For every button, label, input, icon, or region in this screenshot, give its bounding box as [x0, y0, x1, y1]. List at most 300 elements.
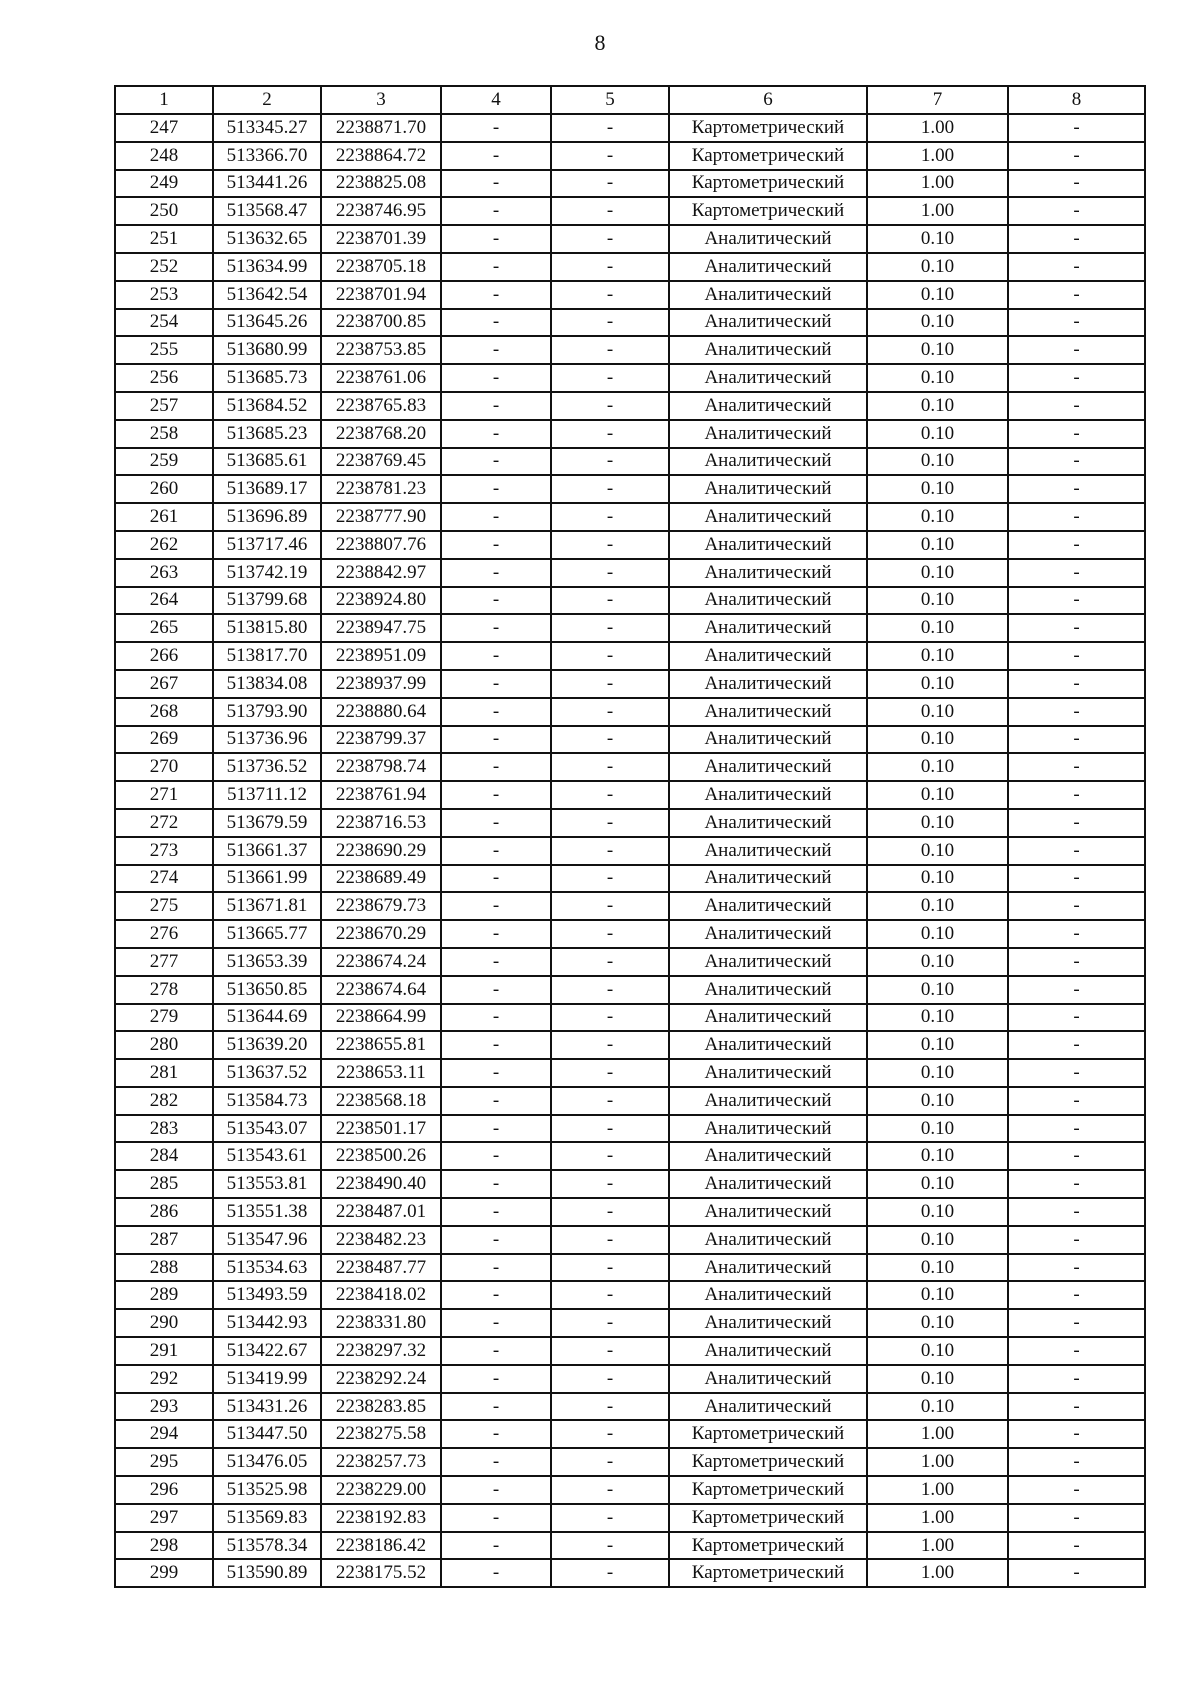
point-number-cell: 264: [115, 587, 213, 615]
x-coordinate-cell: 513661.99: [213, 865, 321, 893]
accuracy-cell: 1.00: [867, 197, 1008, 225]
col-8-value-cell: -: [1008, 448, 1145, 476]
col-8-value-cell: -: [1008, 225, 1145, 253]
point-number-cell: 283: [115, 1115, 213, 1143]
table-row: [115, 1559, 1145, 1587]
point-number-cell: 249: [115, 170, 213, 198]
col-8-value-cell: -: [1008, 976, 1145, 1004]
method-cell: Картометрический: [669, 1448, 867, 1476]
y-coordinate-cell: 2238705.18: [321, 253, 441, 281]
col-4-value-cell: -: [441, 253, 551, 281]
y-coordinate-cell: 2238670.29: [321, 920, 441, 948]
method-cell: Картометрический: [669, 142, 867, 170]
col-8-value-cell: -: [1008, 1476, 1145, 1504]
col-5-value-cell: -: [551, 948, 669, 976]
y-coordinate-cell: 2238768.20: [321, 420, 441, 448]
x-coordinate-cell: 513431.26: [213, 1393, 321, 1421]
col-8-value-cell: -: [1008, 920, 1145, 948]
accuracy-cell: 0.10: [867, 1393, 1008, 1421]
col-8-value-cell: -: [1008, 781, 1145, 809]
accuracy-cell: 0.10: [867, 642, 1008, 670]
table-row: [115, 1532, 1145, 1560]
point-number-cell: 293: [115, 1393, 213, 1421]
col-8-value-cell: -: [1008, 281, 1145, 309]
table-row: [115, 114, 1145, 142]
col-4-value-cell: -: [441, 392, 551, 420]
col-4-value-cell: -: [441, 225, 551, 253]
col-8-value-cell: -: [1008, 114, 1145, 142]
accuracy-cell: 0.10: [867, 1031, 1008, 1059]
y-coordinate-cell: 2238257.73: [321, 1448, 441, 1476]
point-number-cell: 275: [115, 892, 213, 920]
point-number-cell: 260: [115, 475, 213, 503]
point-number-cell: 282: [115, 1087, 213, 1115]
point-number-cell: 287: [115, 1226, 213, 1254]
method-cell: Аналитический: [669, 587, 867, 615]
point-number-cell: 279: [115, 1004, 213, 1032]
table-row: [115, 1059, 1145, 1087]
table-row: [115, 1198, 1145, 1226]
col-4-value-cell: -: [441, 614, 551, 642]
method-cell: Картометрический: [669, 1559, 867, 1587]
x-coordinate-cell: 513632.65: [213, 225, 321, 253]
x-coordinate-cell: 513834.08: [213, 670, 321, 698]
col-4-value-cell: -: [441, 1448, 551, 1476]
method-cell: Аналитический: [669, 809, 867, 837]
table-row: [115, 1448, 1145, 1476]
x-coordinate-cell: 513665.77: [213, 920, 321, 948]
x-coordinate-cell: 513568.47: [213, 197, 321, 225]
col-8-value-cell: -: [1008, 892, 1145, 920]
point-number-cell: 274: [115, 865, 213, 893]
column-header: 7: [867, 86, 1008, 114]
col-8-value-cell: -: [1008, 1393, 1145, 1421]
accuracy-cell: 0.10: [867, 503, 1008, 531]
col-8-value-cell: -: [1008, 253, 1145, 281]
accuracy-cell: 0.10: [867, 809, 1008, 837]
col-5-value-cell: -: [551, 1476, 669, 1504]
col-8-value-cell: -: [1008, 837, 1145, 865]
point-number-cell: 285: [115, 1170, 213, 1198]
col-8-value-cell: -: [1008, 475, 1145, 503]
point-number-cell: 254: [115, 309, 213, 337]
col-8-value-cell: -: [1008, 1059, 1145, 1087]
accuracy-cell: 0.10: [867, 1142, 1008, 1170]
col-5-value-cell: -: [551, 364, 669, 392]
y-coordinate-cell: 2238292.24: [321, 1365, 441, 1393]
method-cell: Аналитический: [669, 1142, 867, 1170]
col-4-value-cell: -: [441, 336, 551, 364]
x-coordinate-cell: 513447.50: [213, 1420, 321, 1448]
col-4-value-cell: -: [441, 142, 551, 170]
col-5-value-cell: -: [551, 670, 669, 698]
accuracy-cell: 0.10: [867, 1309, 1008, 1337]
x-coordinate-cell: 513696.89: [213, 503, 321, 531]
method-cell: Аналитический: [669, 281, 867, 309]
col-4-value-cell: -: [441, 1420, 551, 1448]
col-8-value-cell: -: [1008, 531, 1145, 559]
accuracy-cell: 0.10: [867, 392, 1008, 420]
accuracy-cell: 1.00: [867, 1420, 1008, 1448]
table-row: [115, 281, 1145, 309]
method-cell: Картометрический: [669, 1532, 867, 1560]
table-row: [115, 392, 1145, 420]
method-cell: Аналитический: [669, 225, 867, 253]
table-row: [115, 892, 1145, 920]
col-4-value-cell: -: [441, 753, 551, 781]
point-number-cell: 277: [115, 948, 213, 976]
y-coordinate-cell: 2238753.85: [321, 336, 441, 364]
col-4-value-cell: -: [441, 364, 551, 392]
table-row: [115, 1337, 1145, 1365]
accuracy-cell: 0.10: [867, 253, 1008, 281]
col-8-value-cell: -: [1008, 1281, 1145, 1309]
x-coordinate-cell: 513689.17: [213, 475, 321, 503]
y-coordinate-cell: 2238746.95: [321, 197, 441, 225]
point-number-cell: 288: [115, 1254, 213, 1282]
x-coordinate-cell: 513590.89: [213, 1559, 321, 1587]
y-coordinate-cell: 2238418.02: [321, 1281, 441, 1309]
x-coordinate-cell: 513711.12: [213, 781, 321, 809]
x-coordinate-cell: 513553.81: [213, 1170, 321, 1198]
x-coordinate-cell: 513476.05: [213, 1448, 321, 1476]
point-number-cell: 297: [115, 1504, 213, 1532]
method-cell: Аналитический: [669, 1281, 867, 1309]
col-5-value-cell: -: [551, 642, 669, 670]
accuracy-cell: 0.10: [867, 865, 1008, 893]
table-row: [115, 1226, 1145, 1254]
point-number-cell: 256: [115, 364, 213, 392]
table-row: [115, 531, 1145, 559]
x-coordinate-cell: 513637.52: [213, 1059, 321, 1087]
method-cell: Аналитический: [669, 392, 867, 420]
x-coordinate-cell: 513442.93: [213, 1309, 321, 1337]
y-coordinate-cell: 2238679.73: [321, 892, 441, 920]
accuracy-cell: 0.10: [867, 1170, 1008, 1198]
x-coordinate-cell: 513441.26: [213, 170, 321, 198]
y-coordinate-cell: 2238690.29: [321, 837, 441, 865]
point-number-cell: 252: [115, 253, 213, 281]
col-5-value-cell: -: [551, 392, 669, 420]
column-header: 4: [441, 86, 551, 114]
col-4-value-cell: -: [441, 281, 551, 309]
col-5-value-cell: -: [551, 865, 669, 893]
point-number-cell: 270: [115, 753, 213, 781]
table-row: [115, 1170, 1145, 1198]
method-cell: Аналитический: [669, 336, 867, 364]
table-row: [115, 170, 1145, 198]
y-coordinate-cell: 2238937.99: [321, 670, 441, 698]
col-5-value-cell: -: [551, 1420, 669, 1448]
y-coordinate-cell: 2238487.77: [321, 1254, 441, 1282]
col-8-value-cell: -: [1008, 642, 1145, 670]
table-row: [115, 837, 1145, 865]
col-4-value-cell: -: [441, 1087, 551, 1115]
method-cell: Аналитический: [669, 837, 867, 865]
table-row: [115, 587, 1145, 615]
x-coordinate-cell: 513680.99: [213, 336, 321, 364]
accuracy-cell: 0.10: [867, 281, 1008, 309]
point-number-cell: 250: [115, 197, 213, 225]
accuracy-cell: 0.10: [867, 309, 1008, 337]
col-5-value-cell: -: [551, 475, 669, 503]
col-5-value-cell: -: [551, 1254, 669, 1282]
point-number-cell: 269: [115, 726, 213, 754]
col-5-value-cell: -: [551, 587, 669, 615]
method-cell: Аналитический: [669, 753, 867, 781]
table-row: [115, 1504, 1145, 1532]
accuracy-cell: 0.10: [867, 1281, 1008, 1309]
x-coordinate-cell: 513793.90: [213, 698, 321, 726]
point-number-cell: 280: [115, 1031, 213, 1059]
accuracy-cell: 0.10: [867, 1337, 1008, 1365]
col-8-value-cell: -: [1008, 1087, 1145, 1115]
col-4-value-cell: -: [441, 809, 551, 837]
table-row: [115, 753, 1145, 781]
col-5-value-cell: -: [551, 1087, 669, 1115]
point-number-cell: 258: [115, 420, 213, 448]
column-header: 3: [321, 86, 441, 114]
x-coordinate-cell: 513799.68: [213, 587, 321, 615]
col-4-value-cell: -: [441, 781, 551, 809]
table-row: [115, 1420, 1145, 1448]
x-coordinate-cell: 513717.46: [213, 531, 321, 559]
col-4-value-cell: -: [441, 1254, 551, 1282]
x-coordinate-cell: 513684.52: [213, 392, 321, 420]
col-5-value-cell: -: [551, 559, 669, 587]
x-coordinate-cell: 513736.52: [213, 753, 321, 781]
col-5-value-cell: -: [551, 920, 669, 948]
method-cell: Картометрический: [669, 1476, 867, 1504]
accuracy-cell: 0.10: [867, 892, 1008, 920]
table-row: [115, 1309, 1145, 1337]
method-cell: Картометрический: [669, 1504, 867, 1532]
col-4-value-cell: -: [441, 1504, 551, 1532]
col-4-value-cell: -: [441, 698, 551, 726]
x-coordinate-cell: 513634.99: [213, 253, 321, 281]
method-cell: Аналитический: [669, 781, 867, 809]
method-cell: Аналитический: [669, 1337, 867, 1365]
y-coordinate-cell: 2238655.81: [321, 1031, 441, 1059]
y-coordinate-cell: 2238716.53: [321, 809, 441, 837]
col-5-value-cell: -: [551, 1115, 669, 1143]
y-coordinate-cell: 2238297.32: [321, 1337, 441, 1365]
table-row: [115, 1142, 1145, 1170]
col-4-value-cell: -: [441, 976, 551, 1004]
x-coordinate-cell: 513419.99: [213, 1365, 321, 1393]
col-8-value-cell: -: [1008, 587, 1145, 615]
y-coordinate-cell: 2238689.49: [321, 865, 441, 893]
y-coordinate-cell: 2238761.06: [321, 364, 441, 392]
col-5-value-cell: -: [551, 170, 669, 198]
table-row: [115, 976, 1145, 1004]
col-5-value-cell: -: [551, 197, 669, 225]
point-number-cell: 261: [115, 503, 213, 531]
col-8-value-cell: -: [1008, 865, 1145, 893]
col-5-value-cell: -: [551, 1142, 669, 1170]
accuracy-cell: 0.10: [867, 420, 1008, 448]
x-coordinate-cell: 513345.27: [213, 114, 321, 142]
method-cell: Аналитический: [669, 1004, 867, 1032]
y-coordinate-cell: 2238924.80: [321, 587, 441, 615]
method-cell: Аналитический: [669, 253, 867, 281]
table-row: [115, 670, 1145, 698]
col-5-value-cell: -: [551, 892, 669, 920]
point-number-cell: 251: [115, 225, 213, 253]
table-row: [115, 920, 1145, 948]
page-number: 8: [594, 30, 606, 55]
col-5-value-cell: -: [551, 809, 669, 837]
col-4-value-cell: -: [441, 1170, 551, 1198]
y-coordinate-cell: 2238674.24: [321, 948, 441, 976]
col-4-value-cell: -: [441, 503, 551, 531]
accuracy-cell: 0.10: [867, 1087, 1008, 1115]
col-5-value-cell: -: [551, 1337, 669, 1365]
x-coordinate-cell: 513551.38: [213, 1198, 321, 1226]
accuracy-cell: 0.10: [867, 670, 1008, 698]
coordinates-table: [114, 85, 1146, 1588]
col-4-value-cell: -: [441, 1365, 551, 1393]
x-coordinate-cell: 513493.59: [213, 1281, 321, 1309]
col-8-value-cell: -: [1008, 1031, 1145, 1059]
y-coordinate-cell: 2238653.11: [321, 1059, 441, 1087]
method-cell: Аналитический: [669, 364, 867, 392]
col-4-value-cell: -: [441, 1198, 551, 1226]
accuracy-cell: 0.10: [867, 614, 1008, 642]
col-5-value-cell: -: [551, 837, 669, 865]
table-row: [115, 253, 1145, 281]
point-number-cell: 292: [115, 1365, 213, 1393]
accuracy-cell: 0.10: [867, 336, 1008, 364]
point-number-cell: 255: [115, 336, 213, 364]
col-5-value-cell: -: [551, 309, 669, 337]
point-number-cell: 273: [115, 837, 213, 865]
x-coordinate-cell: 513366.70: [213, 142, 321, 170]
x-coordinate-cell: 513543.07: [213, 1115, 321, 1143]
table-row: [115, 1254, 1145, 1282]
col-5-value-cell: -: [551, 1281, 669, 1309]
accuracy-cell: 0.10: [867, 976, 1008, 1004]
y-coordinate-cell: 2238781.23: [321, 475, 441, 503]
col-8-value-cell: -: [1008, 392, 1145, 420]
accuracy-cell: 1.00: [867, 1504, 1008, 1532]
col-5-value-cell: -: [551, 1226, 669, 1254]
point-number-cell: 298: [115, 1532, 213, 1560]
x-coordinate-cell: 513639.20: [213, 1031, 321, 1059]
y-coordinate-cell: 2238501.17: [321, 1115, 441, 1143]
x-coordinate-cell: 513685.23: [213, 420, 321, 448]
point-number-cell: 295: [115, 1448, 213, 1476]
col-8-value-cell: -: [1008, 1170, 1145, 1198]
point-number-cell: 266: [115, 642, 213, 670]
accuracy-cell: 0.10: [867, 1004, 1008, 1032]
col-4-value-cell: -: [441, 448, 551, 476]
y-coordinate-cell: 2238490.40: [321, 1170, 441, 1198]
y-coordinate-cell: 2238947.75: [321, 614, 441, 642]
point-number-cell: 281: [115, 1059, 213, 1087]
y-coordinate-cell: 2238175.52: [321, 1559, 441, 1587]
y-coordinate-cell: 2238701.94: [321, 281, 441, 309]
x-coordinate-cell: 513661.37: [213, 837, 321, 865]
col-8-value-cell: -: [1008, 614, 1145, 642]
table-row: [115, 642, 1145, 670]
col-8-value-cell: -: [1008, 1365, 1145, 1393]
accuracy-cell: 0.10: [867, 837, 1008, 865]
col-8-value-cell: -: [1008, 309, 1145, 337]
col-8-value-cell: -: [1008, 1142, 1145, 1170]
method-cell: Аналитический: [669, 642, 867, 670]
col-5-value-cell: -: [551, 1170, 669, 1198]
table-row: [115, 448, 1145, 476]
col-5-value-cell: -: [551, 503, 669, 531]
col-4-value-cell: -: [441, 420, 551, 448]
method-cell: Картометрический: [669, 197, 867, 225]
accuracy-cell: 1.00: [867, 170, 1008, 198]
point-number-cell: 294: [115, 1420, 213, 1448]
col-8-value-cell: -: [1008, 1337, 1145, 1365]
y-coordinate-cell: 2238871.70: [321, 114, 441, 142]
accuracy-cell: 0.10: [867, 1226, 1008, 1254]
col-4-value-cell: -: [441, 1059, 551, 1087]
accuracy-cell: 0.10: [867, 559, 1008, 587]
column-header: 5: [551, 86, 669, 114]
y-coordinate-cell: 2238283.85: [321, 1393, 441, 1421]
method-cell: Аналитический: [669, 503, 867, 531]
col-4-value-cell: -: [441, 1532, 551, 1560]
col-4-value-cell: -: [441, 642, 551, 670]
y-coordinate-cell: 2238864.72: [321, 142, 441, 170]
accuracy-cell: 0.10: [867, 475, 1008, 503]
accuracy-cell: 0.10: [867, 364, 1008, 392]
point-number-cell: 262: [115, 531, 213, 559]
point-number-cell: 296: [115, 1476, 213, 1504]
col-5-value-cell: -: [551, 1532, 669, 1560]
point-number-cell: 284: [115, 1142, 213, 1170]
table-row: [115, 614, 1145, 642]
accuracy-cell: 0.10: [867, 587, 1008, 615]
col-4-value-cell: -: [441, 1393, 551, 1421]
col-8-value-cell: -: [1008, 503, 1145, 531]
col-5-value-cell: -: [551, 281, 669, 309]
method-cell: Аналитический: [669, 1254, 867, 1282]
method-cell: Аналитический: [669, 614, 867, 642]
col-4-value-cell: -: [441, 726, 551, 754]
col-4-value-cell: -: [441, 1226, 551, 1254]
method-cell: Аналитический: [669, 892, 867, 920]
accuracy-cell: 0.10: [867, 531, 1008, 559]
accuracy-cell: 0.10: [867, 1254, 1008, 1282]
col-5-value-cell: -: [551, 614, 669, 642]
col-5-value-cell: -: [551, 225, 669, 253]
accuracy-cell: 0.10: [867, 448, 1008, 476]
y-coordinate-cell: 2238880.64: [321, 698, 441, 726]
y-coordinate-cell: 2238229.00: [321, 1476, 441, 1504]
table-row: [115, 559, 1145, 587]
col-8-value-cell: -: [1008, 753, 1145, 781]
method-cell: Аналитический: [669, 448, 867, 476]
accuracy-cell: 0.10: [867, 1198, 1008, 1226]
accuracy-cell: 0.10: [867, 920, 1008, 948]
x-coordinate-cell: 513650.85: [213, 976, 321, 1004]
method-cell: Аналитический: [669, 475, 867, 503]
col-4-value-cell: -: [441, 948, 551, 976]
method-cell: Аналитический: [669, 1059, 867, 1087]
col-8-value-cell: -: [1008, 1420, 1145, 1448]
method-cell: Аналитический: [669, 1170, 867, 1198]
accuracy-cell: 0.10: [867, 753, 1008, 781]
col-8-value-cell: -: [1008, 142, 1145, 170]
table-header: [115, 86, 1145, 114]
